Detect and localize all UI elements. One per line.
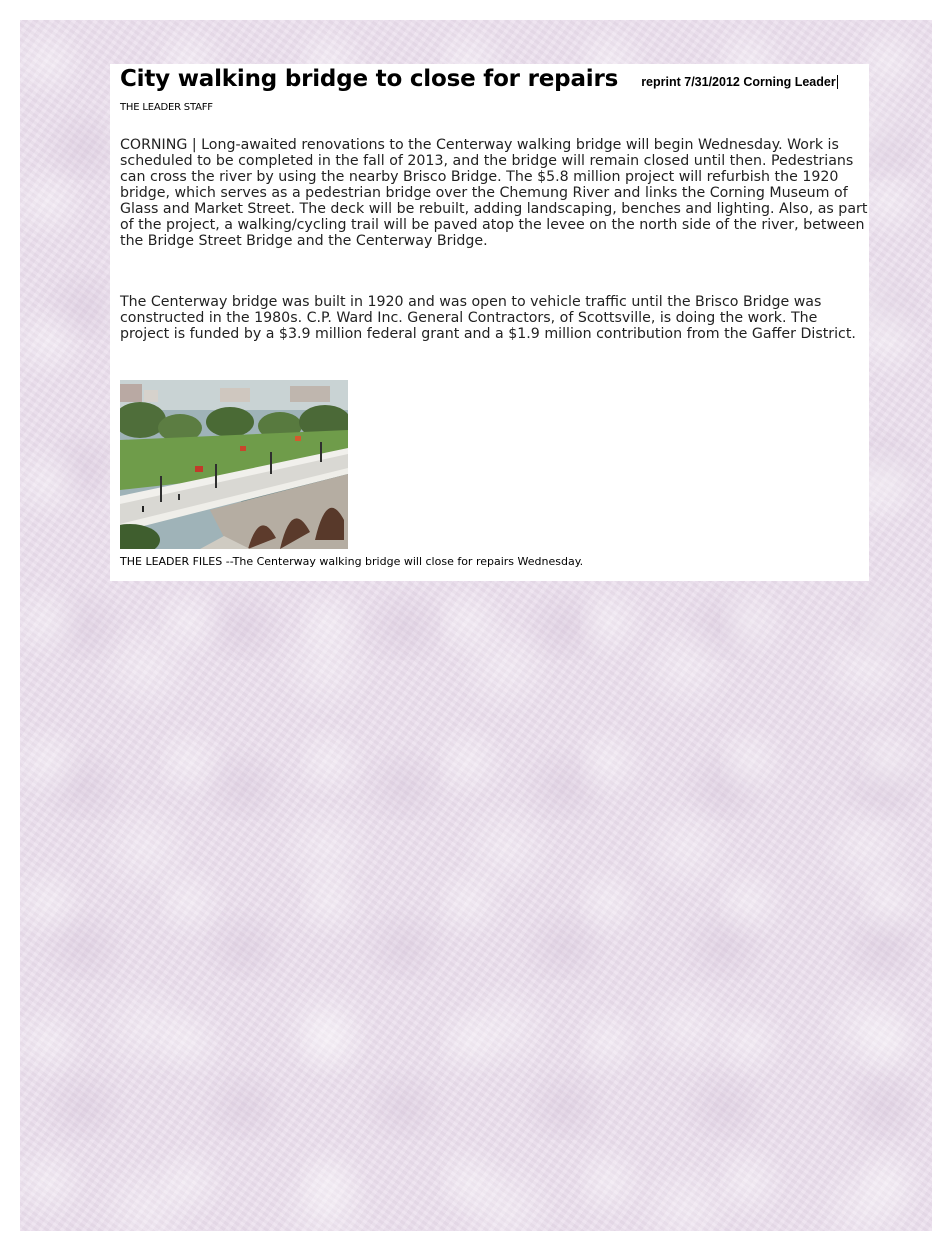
byline: THE LEADER STAFF (120, 102, 213, 113)
article-paragraph-1: CORNING | Long-awaited renovations to the Centerway walking bridge will begin Wednesday. Work is scheduled to be completed in the fall of 2013, and the bridge will remain closed until then. Pedestrians can cross the river by using the nearby Brisco Bridge. The $5.8 million project will refurbish the 1920 bridge, which serves as a pedestrian bridge over the Chemung River and links the Corning Museum of Glass and Market Street. The deck will be rebuilt, adding landscaping, benches and lighting. Also, as part of the project, a walking/cycling trail will be paved atop the levee on the north side of the river, between the Bridge Street Bridge and the Centerway Bridge. (120, 137, 868, 249)
headline: City walking bridge to close for repairs (120, 66, 619, 92)
textured-page-background (20, 20, 932, 1231)
bridge-photo-illustration (120, 380, 348, 549)
bridge-photo (120, 380, 348, 549)
reprint-note[interactable]: reprint 7/31/2012 Corning Leader (641, 75, 836, 89)
photo-caption: THE LEADER FILES --The Centerway walking bridge will close for repairs Wednesday. (120, 555, 584, 568)
title-row (120, 66, 865, 92)
article-panel (110, 64, 869, 581)
article-paragraph-2: The Centerway bridge was built in 1920 and was open to vehicle traffic until the Brisco Bridge was constructed in the 1980s. C.P. Ward Inc. General Contractors, of Scottsville, is doing the work. The project is funded by a $3.9 million federal grant and a $1.9 million contribution from the Gaffer District. (120, 294, 856, 342)
